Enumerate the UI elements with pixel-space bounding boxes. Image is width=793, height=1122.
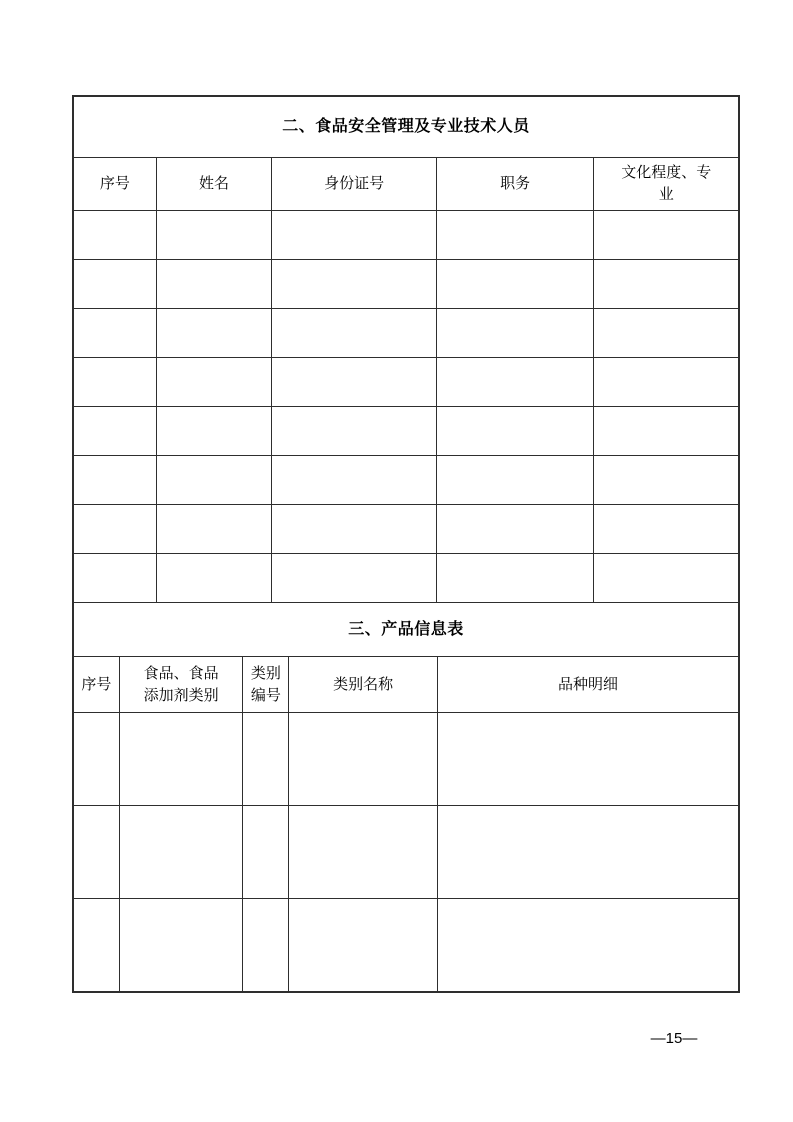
empty-cell — [594, 260, 739, 309]
empty-cell — [594, 456, 739, 505]
empty-cell — [437, 899, 738, 992]
empty-cell — [156, 407, 272, 456]
empty-cell — [156, 309, 272, 358]
empty-cell — [289, 899, 438, 992]
empty-row — [74, 554, 739, 603]
empty-cell — [272, 309, 437, 358]
product-table — [73, 602, 739, 992]
empty-cell — [74, 309, 157, 358]
product-table-body — [74, 713, 739, 992]
empty-cell — [272, 407, 437, 456]
empty-cell — [74, 260, 157, 309]
form-container — [72, 95, 740, 993]
empty-row — [74, 713, 739, 806]
empty-cell — [119, 806, 243, 899]
empty-cell — [272, 260, 437, 309]
empty-row — [74, 806, 739, 899]
personnel-col-header-index: 序号 — [74, 158, 157, 211]
empty-cell — [594, 505, 739, 554]
empty-cell — [437, 806, 738, 899]
empty-cell — [119, 713, 243, 806]
personnel-col-header-name: 姓名 — [156, 158, 272, 211]
product-table-title: 三、产品信息表 — [74, 603, 739, 657]
product-col-header-category: 食品、食品添加剂类别 — [119, 657, 243, 713]
empty-cell — [74, 358, 157, 407]
product-col-header-category-number: 类别编号 — [243, 657, 289, 713]
empty-cell — [156, 358, 272, 407]
empty-row — [74, 211, 739, 260]
empty-cell — [119, 899, 243, 992]
product-col-header-index: 序号 — [74, 657, 120, 713]
empty-cell — [436, 309, 594, 358]
empty-cell — [74, 899, 120, 992]
page-number: —15— — [650, 1030, 698, 1047]
empty-row — [74, 407, 739, 456]
empty-cell — [436, 211, 594, 260]
empty-cell — [156, 505, 272, 554]
empty-cell — [436, 554, 594, 603]
empty-cell — [437, 713, 738, 806]
empty-cell — [594, 309, 739, 358]
empty-cell — [156, 456, 272, 505]
empty-cell — [594, 554, 739, 603]
empty-cell — [243, 899, 289, 992]
empty-cell — [74, 806, 120, 899]
personnel-table-body — [74, 211, 739, 603]
empty-cell — [436, 407, 594, 456]
empty-row — [74, 309, 739, 358]
product-col-header-category-name: 类别名称 — [289, 657, 438, 713]
empty-cell — [272, 456, 437, 505]
product-col-header-variety-detail: 品种明细 — [437, 657, 738, 713]
empty-cell — [74, 554, 157, 603]
product-table-header-row — [74, 657, 739, 713]
empty-cell — [289, 713, 438, 806]
personnel-col-header-id-number: 身份证号 — [272, 158, 437, 211]
empty-cell — [272, 554, 437, 603]
personnel-col-header-education: 文化程度、专业 — [594, 158, 739, 211]
empty-cell — [436, 456, 594, 505]
empty-cell — [272, 211, 437, 260]
empty-cell — [594, 407, 739, 456]
empty-cell — [272, 358, 437, 407]
empty-cell — [594, 358, 739, 407]
empty-cell — [436, 505, 594, 554]
personnel-table-title-row — [74, 97, 739, 158]
empty-row — [74, 456, 739, 505]
empty-row — [74, 260, 739, 309]
empty-row — [74, 899, 739, 992]
empty-cell — [243, 713, 289, 806]
personnel-table — [73, 96, 739, 603]
empty-cell — [594, 211, 739, 260]
empty-cell — [74, 505, 157, 554]
personnel-table-header-row — [74, 158, 739, 211]
empty-cell — [156, 554, 272, 603]
empty-row — [74, 505, 739, 554]
empty-cell — [156, 260, 272, 309]
personnel-table-title: 二、食品安全管理及专业技术人员 — [74, 97, 739, 158]
empty-cell — [436, 358, 594, 407]
personnel-col-header-position: 职务 — [436, 158, 594, 211]
empty-cell — [272, 505, 437, 554]
empty-row — [74, 358, 739, 407]
empty-cell — [289, 806, 438, 899]
empty-cell — [74, 211, 157, 260]
product-table-title-row — [74, 603, 739, 657]
empty-cell — [243, 806, 289, 899]
empty-cell — [156, 211, 272, 260]
empty-cell — [74, 713, 120, 806]
empty-cell — [74, 407, 157, 456]
empty-cell — [436, 260, 594, 309]
empty-cell — [74, 456, 157, 505]
